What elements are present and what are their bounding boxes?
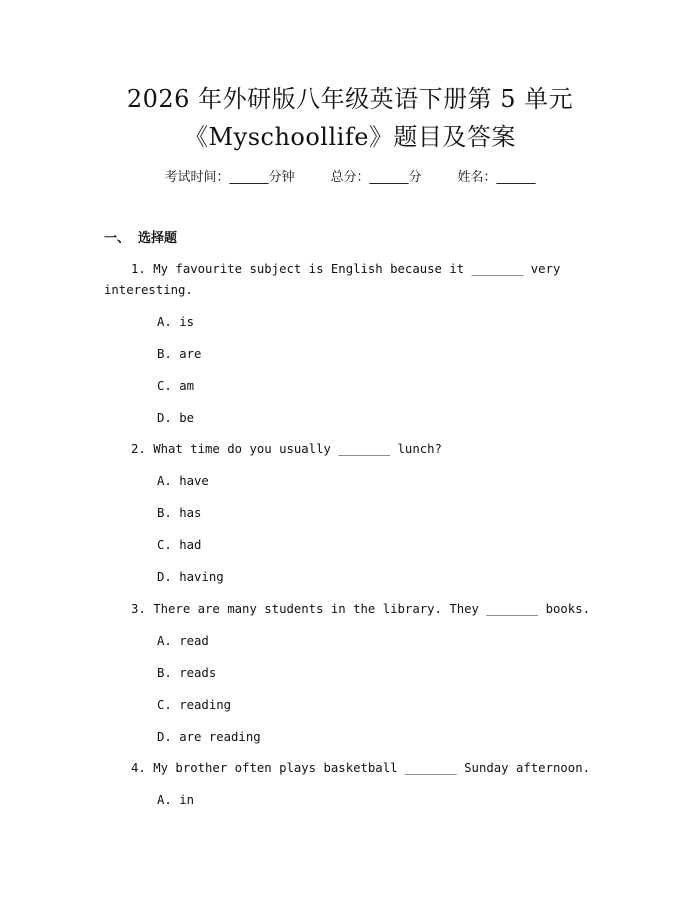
section-number: 一、 — [104, 231, 131, 246]
question-4-stem: 4. My brother often plays basketball _______ Sunday afternoon. — [131, 761, 591, 775]
exam-time-field: 考试时间：______分钟 — [164, 170, 295, 185]
question-1-option-d: D. be — [157, 411, 195, 425]
question-1-stem-line-2: interesting. — [104, 283, 193, 297]
question-1-stem-line-1: 1. My favourite subject is English because it _______ very — [131, 262, 561, 276]
question-3-stem: 3. There are many students in the library. They _______ books. — [131, 602, 591, 616]
question-1-option-a: A. is — [157, 315, 195, 329]
question-4-option-a: A. in — [157, 793, 195, 807]
question-2-stem: 2. What time do you usually _______ lunch? — [131, 442, 442, 456]
question-3-option-b: B. reads — [157, 666, 217, 680]
question-3-option-a: A. read — [157, 634, 209, 648]
section-title: 选择题 — [138, 231, 178, 246]
question-1-option-c: C. am — [157, 379, 195, 393]
question-2-option-d: D. having — [157, 570, 224, 584]
question-2-option-a: A. have — [157, 474, 209, 488]
exam-name-field: 姓名：______ — [457, 170, 536, 185]
question-3-option-d: D. are reading — [157, 730, 261, 744]
question-3-option-c: C. reading — [157, 698, 232, 712]
exam-title-line-2: 《Myschoollife》题目及答案 — [184, 123, 516, 151]
exam-title-line-1: 2026 年外研版八年级英语下册第 5 单元 — [126, 85, 574, 113]
section-heading — [104, 229, 177, 249]
question-2-option-b: B. has — [157, 506, 202, 520]
question-1-option-b: B. are — [157, 347, 202, 361]
exam-score-field: 总分：______分 — [330, 170, 422, 185]
question-2-option-c: C. had — [157, 538, 202, 552]
exam-meta — [0, 168, 700, 188]
